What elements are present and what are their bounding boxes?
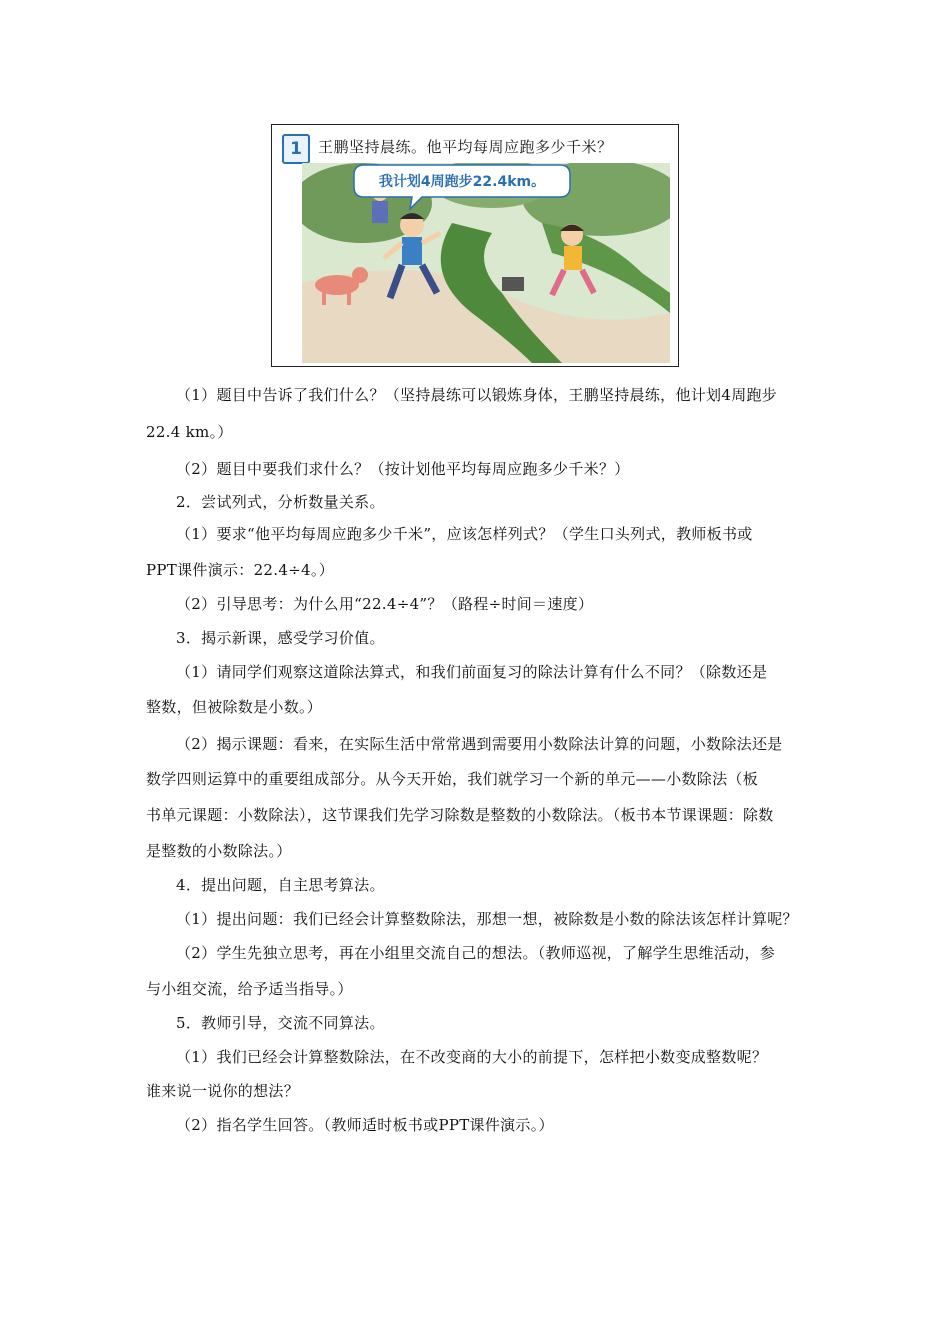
problem-illustration bbox=[271, 124, 679, 367]
problem-title: 王鹏坚持晨练。他平均每周应跑多少千米？ bbox=[318, 138, 613, 156]
paragraph-line: （1）提出问题：我们已经会计算整数除法，那想一想，被除数是小数的除法该怎样计算呢？ bbox=[176, 910, 798, 928]
park-running-scene bbox=[302, 163, 670, 363]
paragraph-line: 谁来说一说你的想法？ bbox=[146, 1082, 300, 1100]
paragraph-line: 整数，但被除数是小数。） bbox=[146, 698, 323, 716]
paragraph-line: （1）题目中告诉了我们什么？（坚持晨练可以锻炼身体，王鹏坚持晨练，他计划4周跑步 bbox=[176, 386, 778, 404]
paragraph-line: （1）我们已经会计算整数除法，在不改变商的大小的前提下，怎样把小数变成整数呢？ bbox=[176, 1048, 768, 1066]
paragraph-line: （1）要求“他平均每周应跑多少千米”，应该怎样列式？（学生口头列式，教师板书或 bbox=[176, 525, 753, 543]
paragraph-line: 数学四则运算中的重要组成部分。从今天开始，我们就学习一个新的单元——小数除法（板 bbox=[146, 770, 759, 788]
paragraph-line: （2）学生先独立思考，再在小组里交流自己的想法。（教师巡视，了解学生思维活动，参 bbox=[176, 944, 776, 962]
paragraph-line: 22.4 km。） bbox=[146, 423, 233, 441]
paragraph-line: 书单元课题：小数除法），这节课我们先学习除数是整数的小数除法。（板书本节课课题：除数 bbox=[146, 806, 774, 824]
section-heading: 4．提出问题，自主思考算法。 bbox=[176, 876, 385, 894]
paragraph-line: PPT课件演示：22.4÷4。） bbox=[146, 561, 335, 579]
speech-text: 我计划4周跑步22.4km。 bbox=[378, 174, 546, 190]
paragraph-line: （2）引导思考：为什么用“22.4÷4”？（路程÷时间＝速度） bbox=[176, 595, 594, 613]
paragraph-line: （2）题目中要我们求什么？（按计划他平均每周应跑多少千米？） bbox=[176, 460, 630, 478]
paragraph-line: 是整数的小数除法。） bbox=[146, 842, 292, 860]
section-heading: 3．揭示新课，感受学习价值。 bbox=[176, 629, 385, 647]
paragraph-line: （1）请同学们观察这道除法算式，和我们前面复习的除法计算有什么不同？（除数还是 bbox=[176, 663, 768, 681]
section-heading: 2．尝试列式，分析数量关系。 bbox=[176, 493, 385, 511]
problem-number-badge: 1 bbox=[282, 134, 310, 164]
section-heading: 5．教师引导，交流不同算法。 bbox=[176, 1014, 385, 1032]
radio bbox=[502, 277, 524, 291]
paragraph-line: （2）指名学生回答。（教师适时板书或PPT课件演示。） bbox=[176, 1116, 554, 1134]
paragraph-line: （2）揭示课题：看来，在实际生活中常常遇到需要用小数除法计算的问题，小数除法还是 bbox=[176, 735, 783, 753]
paragraph-line: 与小组交流，给予适当指导。） bbox=[146, 980, 353, 998]
